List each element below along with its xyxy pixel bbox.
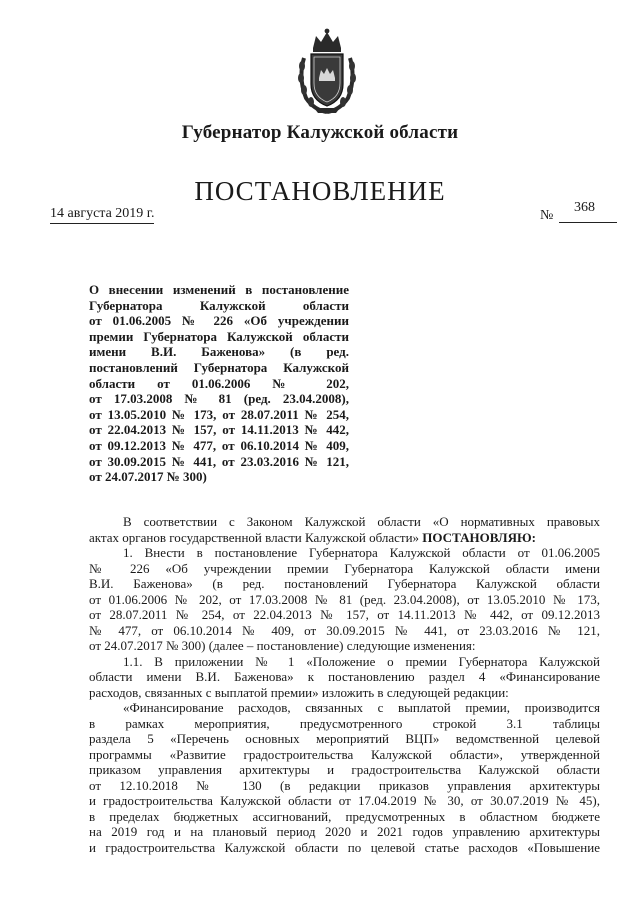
subject-line: от 22.04.2013 № 157, от 14.11.2013 № 442, [89, 422, 349, 438]
body-line: 1. Внести в постановление Губернатора Калужской области от 01.06.2005 [123, 545, 600, 560]
subject-line: премии Губернатора Калужской области [89, 328, 349, 344]
body-line: и градостроительства Калужской области от 17.04.2019 № 30, от 30.07.2019 № 45), [89, 793, 600, 808]
subject-block [89, 282, 349, 485]
body-line: В соответствии с Законом Калужской области «О нормативных правовых [123, 514, 600, 529]
number-underline [559, 222, 617, 223]
body-line: 1.1. В приложении № 1 «Положение о премии Губернатора Калужской [123, 653, 600, 669]
subject-line: от 01.06.2005 № 226 «Об учреждении [89, 313, 349, 329]
body-line: № 477, от 06.10.2014 № 409, от 30.09.2015 № 441, от 23.03.2016 № 121, [89, 622, 600, 638]
body-line: от 24.07.2017 № 300) (далее – постановление) следующие изменения: [89, 638, 476, 653]
body-line: области имени В.И. Баженова» к постановлению раздел 4 «Финансирование [89, 669, 600, 684]
body-line: от 28.07.2011 № 254, от 22.04.2013 № 157, от 14.11.2013 № 442, от 09.12.2013 [89, 607, 600, 622]
body-line: № 226 «Об учреждении премии Губернатора Калужской области имени [89, 560, 600, 576]
authority-title: Губернатор Калужской области [181, 122, 459, 143]
decree-body [89, 514, 600, 855]
body-line: раздела 5 «Перечень основных мероприятий ВЦП» ведомственной целевой [89, 731, 600, 746]
subject-line: постановлений Губернатора Калужской [89, 359, 349, 375]
body-line: В.И. Баженова» (в ред. постановлений Губернатора Калужской области [89, 576, 600, 591]
subject-line: от 13.05.2010 № 173, от 28.07.2011 № 254, [89, 406, 349, 422]
document-number: 368 [574, 200, 595, 215]
coat-of-arms-emblem [296, 26, 358, 114]
body-line: в рамках мероприятия, предусмотренного строкой 3.1 таблицы [89, 715, 600, 731]
subject-line: О внесении изменений в постановление [89, 282, 349, 297]
body-line: и градостроительства Калужской области по целевой статье расходов «Повышение [89, 839, 600, 855]
number-sign: № [540, 208, 554, 223]
subject-line: от 09.12.2013 № 477, от 06.10.2014 № 409, [89, 437, 349, 453]
document-date: 14 августа 2019 г. [50, 206, 154, 224]
document-type-title: ПОСТАНОВЛЕНИЕ [194, 176, 446, 206]
decree-word: ПОСТАНОВЛЯЮ: [422, 529, 536, 545]
subject-line: области от 01.06.2006 № 202, [89, 375, 349, 391]
body-text: актах органов государственной власти Калужской области» [89, 529, 420, 545]
subject-line: от 24.07.2017 № 300) [89, 469, 207, 485]
body-line: в пределах бюджетных ассигнований, предусмотренных в областном бюджете [89, 808, 600, 824]
body-line [89, 530, 600, 546]
body-line: на 2019 год и на плановый период 2020 и 2021 годов управлению архитектуры [89, 824, 600, 839]
body-line: программы «Развитие градостроительства Калужской области», утвержденной [89, 746, 600, 762]
body-line: «Финансирование расходов, связанных с выплатой премии, производится [123, 700, 600, 715]
document-number-field [540, 200, 620, 226]
body-line: расходов, связанных с выплатой премии» изложить в следующей редакции: [89, 684, 509, 700]
subject-line: от 17.03.2008 № 81 (ред. 23.04.2008), [89, 391, 349, 407]
body-line: от 12.10.2018 № 130 (в редакции приказов управления архитектуры [89, 777, 600, 793]
body-line: приказом управления архитектуры и градостроительства Калужской области [89, 762, 600, 777]
body-line: от 01.06.2006 № 202, от 17.03.2008 № 81 (ред. 23.04.2008), от 13.05.2010 № 173, [89, 591, 600, 607]
subject-line: Губернатора Калужской области [89, 297, 349, 313]
subject-line: имени В.И. Баженова» (в ред. [89, 344, 349, 360]
subject-line: от 30.09.2015 № 441, от 23.03.2016 № 121, [89, 453, 349, 469]
